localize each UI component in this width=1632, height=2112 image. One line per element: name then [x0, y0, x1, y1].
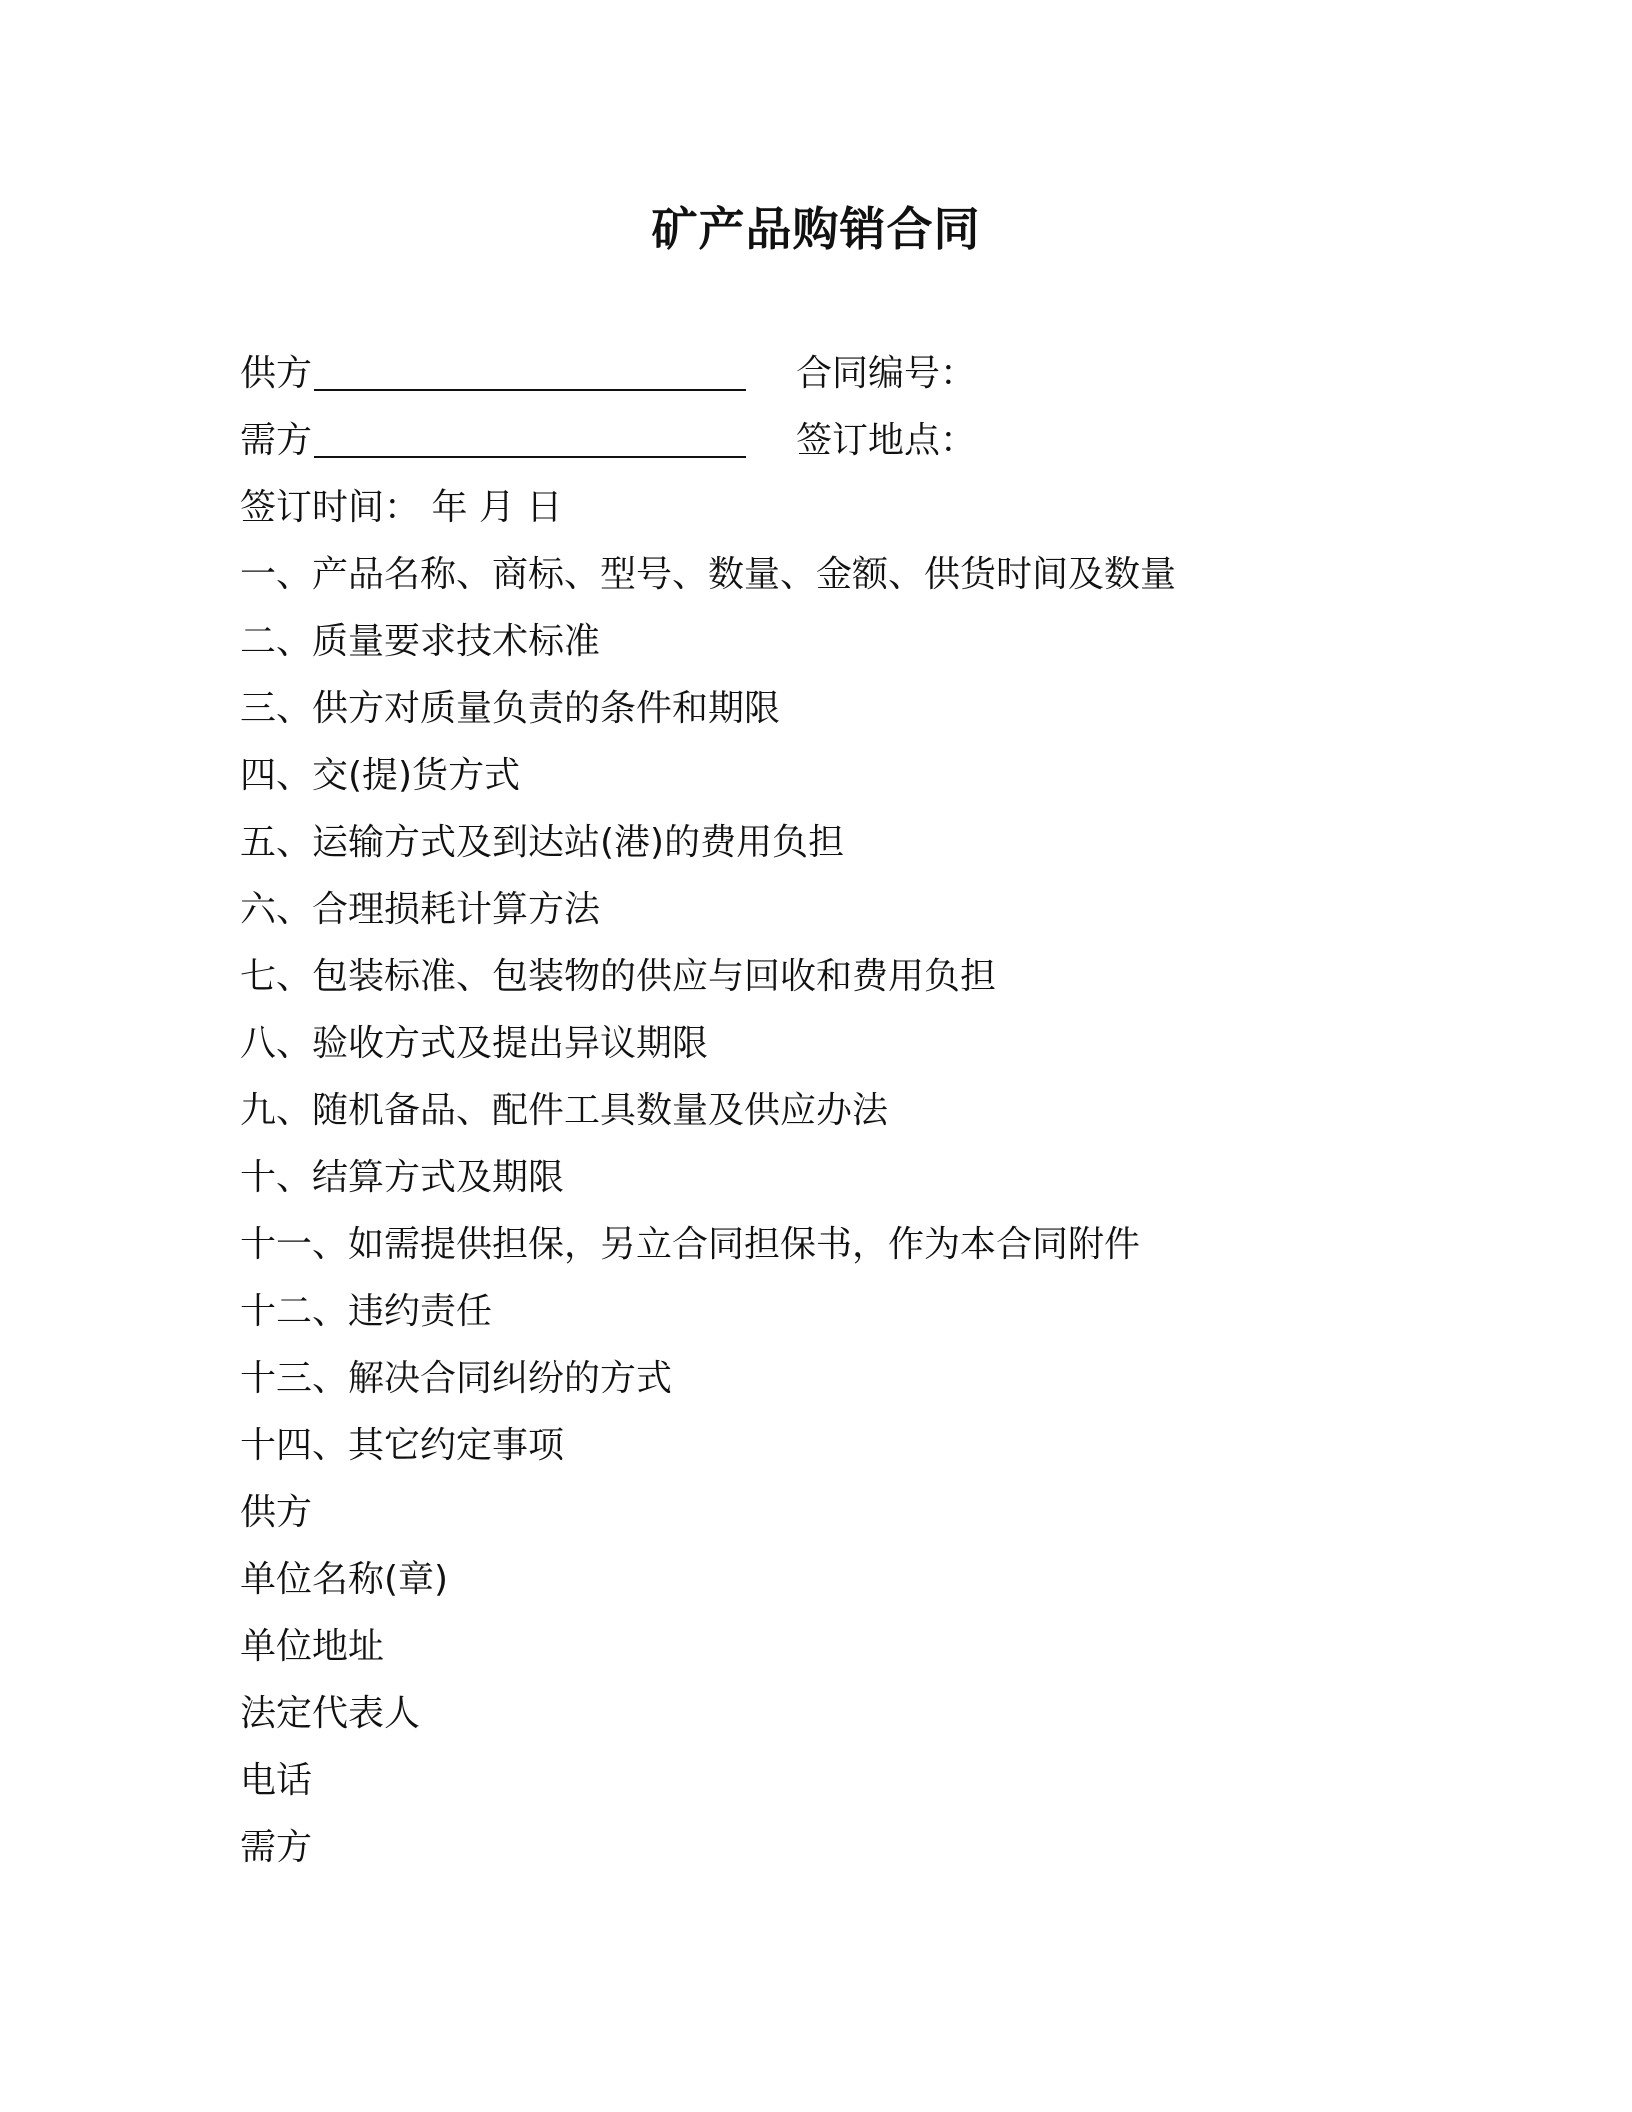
clause-2: 二、质量要求技术标准	[240, 621, 601, 662]
clause-14: 十四、其它约定事项	[240, 1425, 565, 1466]
buyer-blank-line	[314, 456, 746, 458]
clause-7: 七、包装标准、包装物的供应与回收和费用负担	[240, 956, 997, 997]
clause-5: 五、运输方式及到达站(港)的费用负担	[240, 822, 845, 863]
document-body	[240, 340, 1440, 1881]
clause-12: 十二、违约责任	[240, 1291, 493, 1332]
clause-11: 十一、如需提供担保，另立合同担保书，作为本合同附件	[240, 1224, 1141, 1265]
contract-no-label: 合同编号：	[796, 353, 977, 394]
signature-company-name: 单位名称(章)	[240, 1559, 449, 1600]
buyer-field	[240, 407, 746, 474]
supplier-field	[240, 340, 746, 407]
clause-9: 九、随机备品、配件工具数量及供应办法	[240, 1090, 889, 1131]
clause-3: 三、供方对质量负责的条件和期限	[240, 688, 781, 729]
clause-1: 一、产品名称、商标、型号、数量、金额、供货时间及数量	[240, 554, 1177, 595]
clause-13: 十三、解决合同纠纷的方式	[240, 1358, 673, 1399]
clause-10: 十、结算方式及期限	[240, 1157, 565, 1198]
document-title: 矿产品购销合同	[651, 202, 981, 256]
supplier-row	[240, 340, 1440, 407]
signature-supplier-heading: 供方	[240, 1492, 313, 1533]
supplier-label: 供方	[240, 353, 313, 394]
clause-8: 八、验收方式及提出异议期限	[240, 1023, 709, 1064]
signature-buyer-heading: 需方	[240, 1827, 313, 1868]
sign-time-row	[240, 474, 1440, 541]
supplier-blank-line	[314, 389, 746, 391]
signature-legal-representative: 法定代表人	[240, 1693, 421, 1734]
clause-6: 六、合理损耗计算方法	[240, 889, 601, 930]
buyer-label: 需方	[240, 420, 313, 461]
signature-company-address: 单位地址	[240, 1626, 385, 1667]
buyer-row	[240, 407, 1440, 474]
signature-phone: 电话	[240, 1760, 313, 1801]
sign-place-label: 签订地点：	[796, 420, 977, 461]
clause-4: 四、交(提)货方式	[240, 755, 521, 796]
sign-time-value: 年 月 日	[431, 487, 563, 528]
sign-time-label: 签订时间：	[240, 487, 421, 528]
